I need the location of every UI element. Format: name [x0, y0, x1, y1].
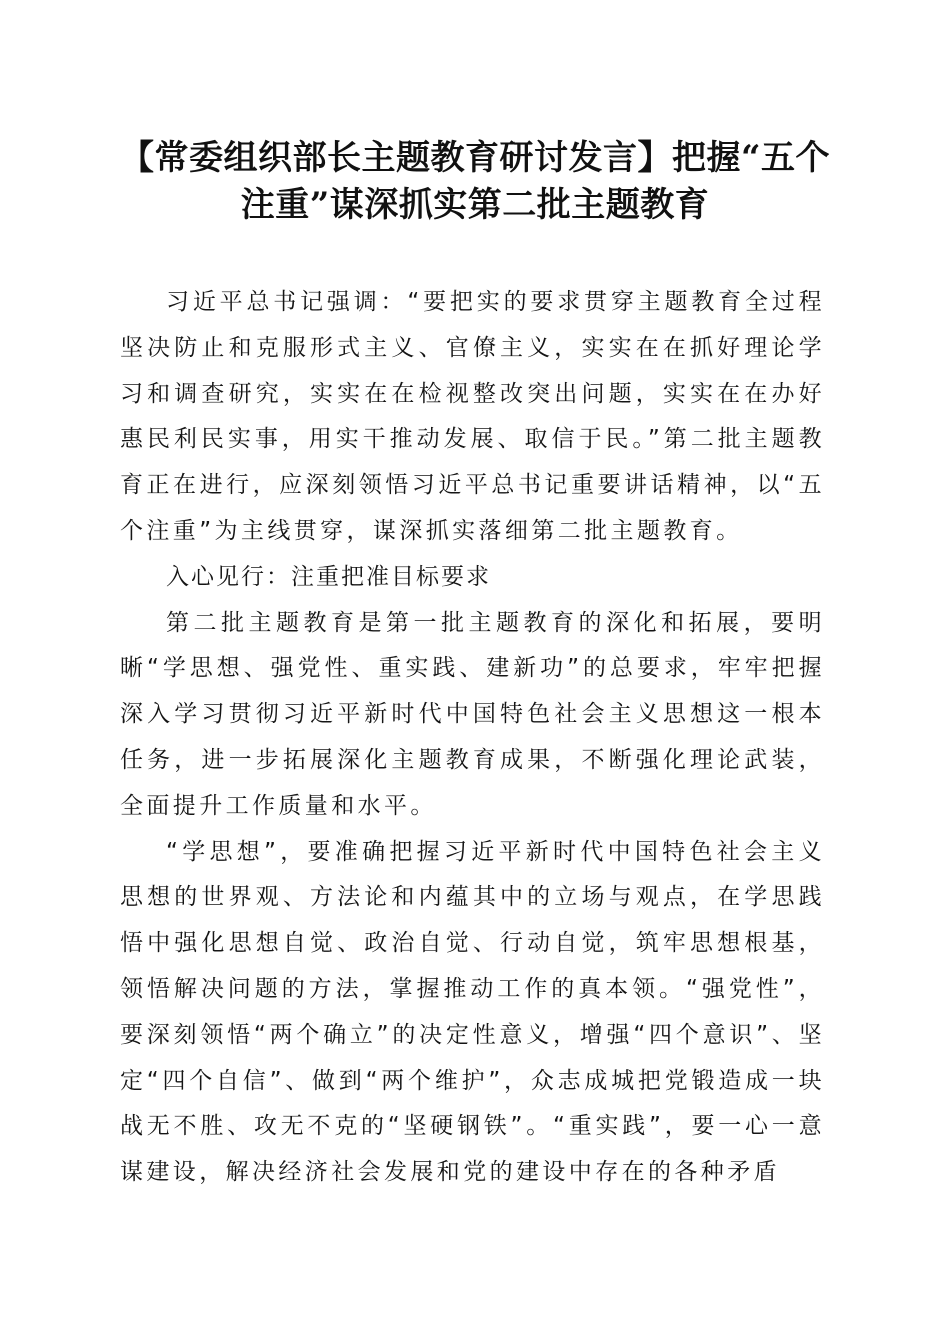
section-heading: 入心见行：注重把准目标要求 — [166, 563, 491, 590]
document-body — [120, 280, 825, 1196]
paragraph-intro: 习近平总书记强调：“要把实的要求贯穿主题教育全过程坚决防止和克服形式主义、官僚主义，实实在在抓好理论学习和调查研究，实实在在检视整改突出问题，实实在在办好惠民利民实事，用实干推动发展、取信于民。”第二批主题教育正在进行，应深刻领悟习近平总书记重要讲话精神，以“五个注重”为主线贯穿，谋深抓实落细第二批主题教育。 — [120, 289, 825, 544]
paragraph-requirements: 第二批主题教育是第一批主题教育的深化和拓展，要明晰“学思想、强党性、重实践、建新功”的总要求，牢牢把握深入学习贯彻习近平新时代中国特色社会主义思想这一根本任务，进一步拓展深化主题教育成果，不断强化理论武装，全面提升工作质量和水平。 — [120, 609, 825, 819]
paragraph-details: “学思想”，要准确把握习近平新时代中国特色社会主义思想的世界观、方法论和内蕴其中的立场与观点，在学思践悟中强化思想自觉、政治自觉、行动自觉，筑牢思想根基，领悟解决问题的方法，掌握推动工作的真本领。“强党性”，要深刻领悟“两个确立”的决定性意义，增强“四个意识”、坚定“四个自信”、做到“两个维护”，众志成城把党锻造成一块战无不胜、攻无不克的“坚硬钢铁”。“重实践”，要一心一意谋建设，解决经济社会发展和党的建设中存在的各种矛盾 — [120, 838, 825, 1186]
document-title: 【常委组织部长主题教育研讨发言】把握“五个注重”谋深抓实第二批主题教育 — [119, 138, 831, 225]
